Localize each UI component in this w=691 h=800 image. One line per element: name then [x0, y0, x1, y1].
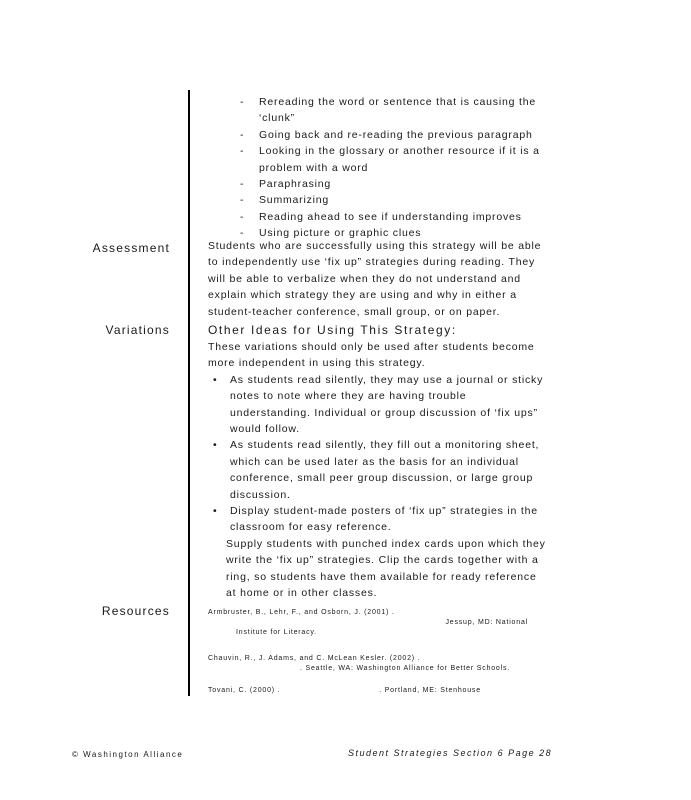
list-item: - Reading ahead to see if understanding improves	[240, 209, 550, 225]
resource-citation	[208, 608, 548, 638]
bullet-text: As students read silently, they fill out a monitoring sheet, which can be used later as the basis for an individual conference, small peer group discussion, or large group discussion.	[230, 439, 540, 501]
list-item	[208, 503, 548, 536]
bullet-icon: •	[213, 505, 218, 518]
list-item: - Using picture or graphic clues	[240, 225, 550, 241]
citation-line: Institute for Literacy.	[236, 629, 317, 636]
variations-heading: Other Ideas for Using This Strategy:	[208, 323, 457, 337]
fix-up-strategy-list	[240, 94, 550, 242]
assessment-text: Students who are successfully using this strategy will be able to independently use ‘fix up” strategies during reading. They will be able to verbalize when they do not understand and explain which strategy they are using and why in either a student-teacher conference, small group, or on paper.	[208, 240, 542, 318]
citation-line: . Seattle, WA: Washington Alliance for Better Schools.	[300, 665, 510, 672]
variations-bullet-list	[208, 372, 548, 536]
vertical-rule	[188, 90, 190, 696]
list-item	[208, 437, 548, 503]
footer-page-info: Student Strategies Section 6 Page 28	[348, 748, 553, 758]
citation-line: Tovani, C. (2000) . . Portland, ME: Stenhouse	[208, 687, 481, 694]
bullet-text: As students read silently, they may use a journal or sticky notes to note where they are having trouble understanding. Individual or group discussion of ‘fix ups” would follow.	[230, 373, 544, 436]
resource-citation	[208, 654, 548, 674]
variations-section	[208, 322, 548, 602]
bullet-icon: •	[213, 373, 218, 386]
list-item: - Looking in the glossary or another resource if it is a problem with a word	[240, 143, 550, 176]
list-item: - Paraphrasing	[240, 176, 550, 192]
bullet-text: Display student-made posters of ‘fix up” strategies in the classroom for easy reference.	[230, 505, 538, 534]
citation-line: Jessup, MD: National	[445, 619, 528, 626]
list-item: - Going back and re-reading the previous paragraph	[240, 127, 550, 143]
citation-line: Chauvin, R., J. Adams, and C. McLean Kesler. (2002) .	[208, 655, 421, 662]
bullet-icon: •	[213, 439, 218, 452]
variations-intro: These variations should only be used after students become more independent in using this strategy.	[208, 341, 535, 370]
citation-line: Armbruster, B., Lehr, F., and Osborn, J. (2001) .	[208, 609, 395, 616]
resources-label: Resources	[101, 604, 170, 618]
assessment-label: Assessment	[92, 241, 170, 255]
list-item: - Summarizing	[240, 192, 550, 208]
list-item: - Rereading the word or sentence that is causing the ‘clunk”	[240, 94, 550, 127]
variations-label: Variations	[105, 323, 170, 337]
resource-citation	[208, 686, 548, 696]
list-item	[208, 372, 548, 438]
variations-closing: Supply students with punched index cards upon which they write the ‘fix up” strategies. Clip the cards together with a ring, so students have them available for ready reference at home or in other classes.	[226, 537, 546, 600]
footer-copyright: © Washington Alliance	[72, 750, 184, 759]
